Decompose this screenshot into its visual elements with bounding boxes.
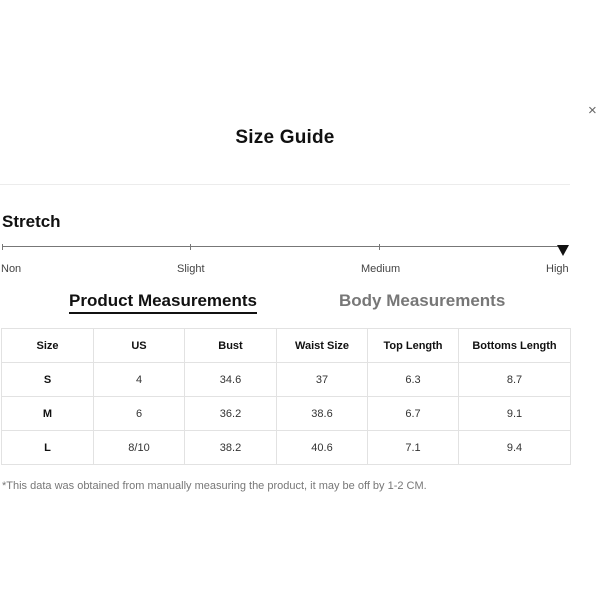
- size-table: [1, 328, 571, 465]
- stretch-level-non: Non: [1, 263, 22, 275]
- measurement-note: *This data was obtained from manually measuring the product, it may be off by 1-2 CM.: [2, 480, 427, 492]
- table-cell: 6: [94, 397, 185, 431]
- column-header: US: [94, 329, 185, 363]
- table-cell: 40.6: [277, 431, 368, 465]
- table-cell: 4: [94, 363, 185, 397]
- stretch-tick-non: [2, 244, 3, 250]
- stretch-level-medium: Medium: [361, 263, 401, 275]
- table-cell: 6.3: [368, 363, 459, 397]
- close-button[interactable]: [588, 103, 600, 119]
- table-cell: L: [2, 431, 94, 465]
- stretch-track: [2, 246, 568, 247]
- close-icon: ×: [588, 103, 597, 119]
- column-header: Waist Size: [277, 329, 368, 363]
- column-header: Size: [2, 329, 94, 363]
- table-cell: 8/10: [94, 431, 185, 465]
- table-cell: 7.1: [368, 431, 459, 465]
- stretch-marker-icon: [557, 245, 569, 256]
- table-header-row: [2, 329, 571, 363]
- stretch-tick-medium: [379, 244, 380, 250]
- stretch-level-high: High: [546, 263, 569, 275]
- table-cell: 34.6: [185, 363, 277, 397]
- column-header: Bust: [185, 329, 277, 363]
- table-row: [2, 431, 571, 465]
- tab-product-measurements[interactable]: Product Measurements: [69, 291, 257, 314]
- table-cell: M: [2, 397, 94, 431]
- table-cell: 36.2: [185, 397, 277, 431]
- table-cell: 8.7: [459, 363, 571, 397]
- column-header: Top Length: [368, 329, 459, 363]
- table-row: [2, 397, 571, 431]
- table-cell: 9.1: [459, 397, 571, 431]
- stretch-tick-slight: [190, 244, 191, 250]
- table-cell: 6.7: [368, 397, 459, 431]
- stretch-level-slight: Slight: [177, 263, 205, 275]
- table-cell: 38.2: [185, 431, 277, 465]
- column-header: Bottoms Length: [459, 329, 571, 363]
- page-title: Size Guide: [235, 127, 335, 148]
- table-cell: 37: [277, 363, 368, 397]
- tab-body-measurements[interactable]: Body Measurements: [339, 291, 506, 310]
- header-divider: [0, 184, 570, 185]
- stretch-label: Stretch: [2, 212, 61, 231]
- table-row: [2, 363, 571, 397]
- table-cell: 9.4: [459, 431, 571, 465]
- table-cell: S: [2, 363, 94, 397]
- table-cell: 38.6: [277, 397, 368, 431]
